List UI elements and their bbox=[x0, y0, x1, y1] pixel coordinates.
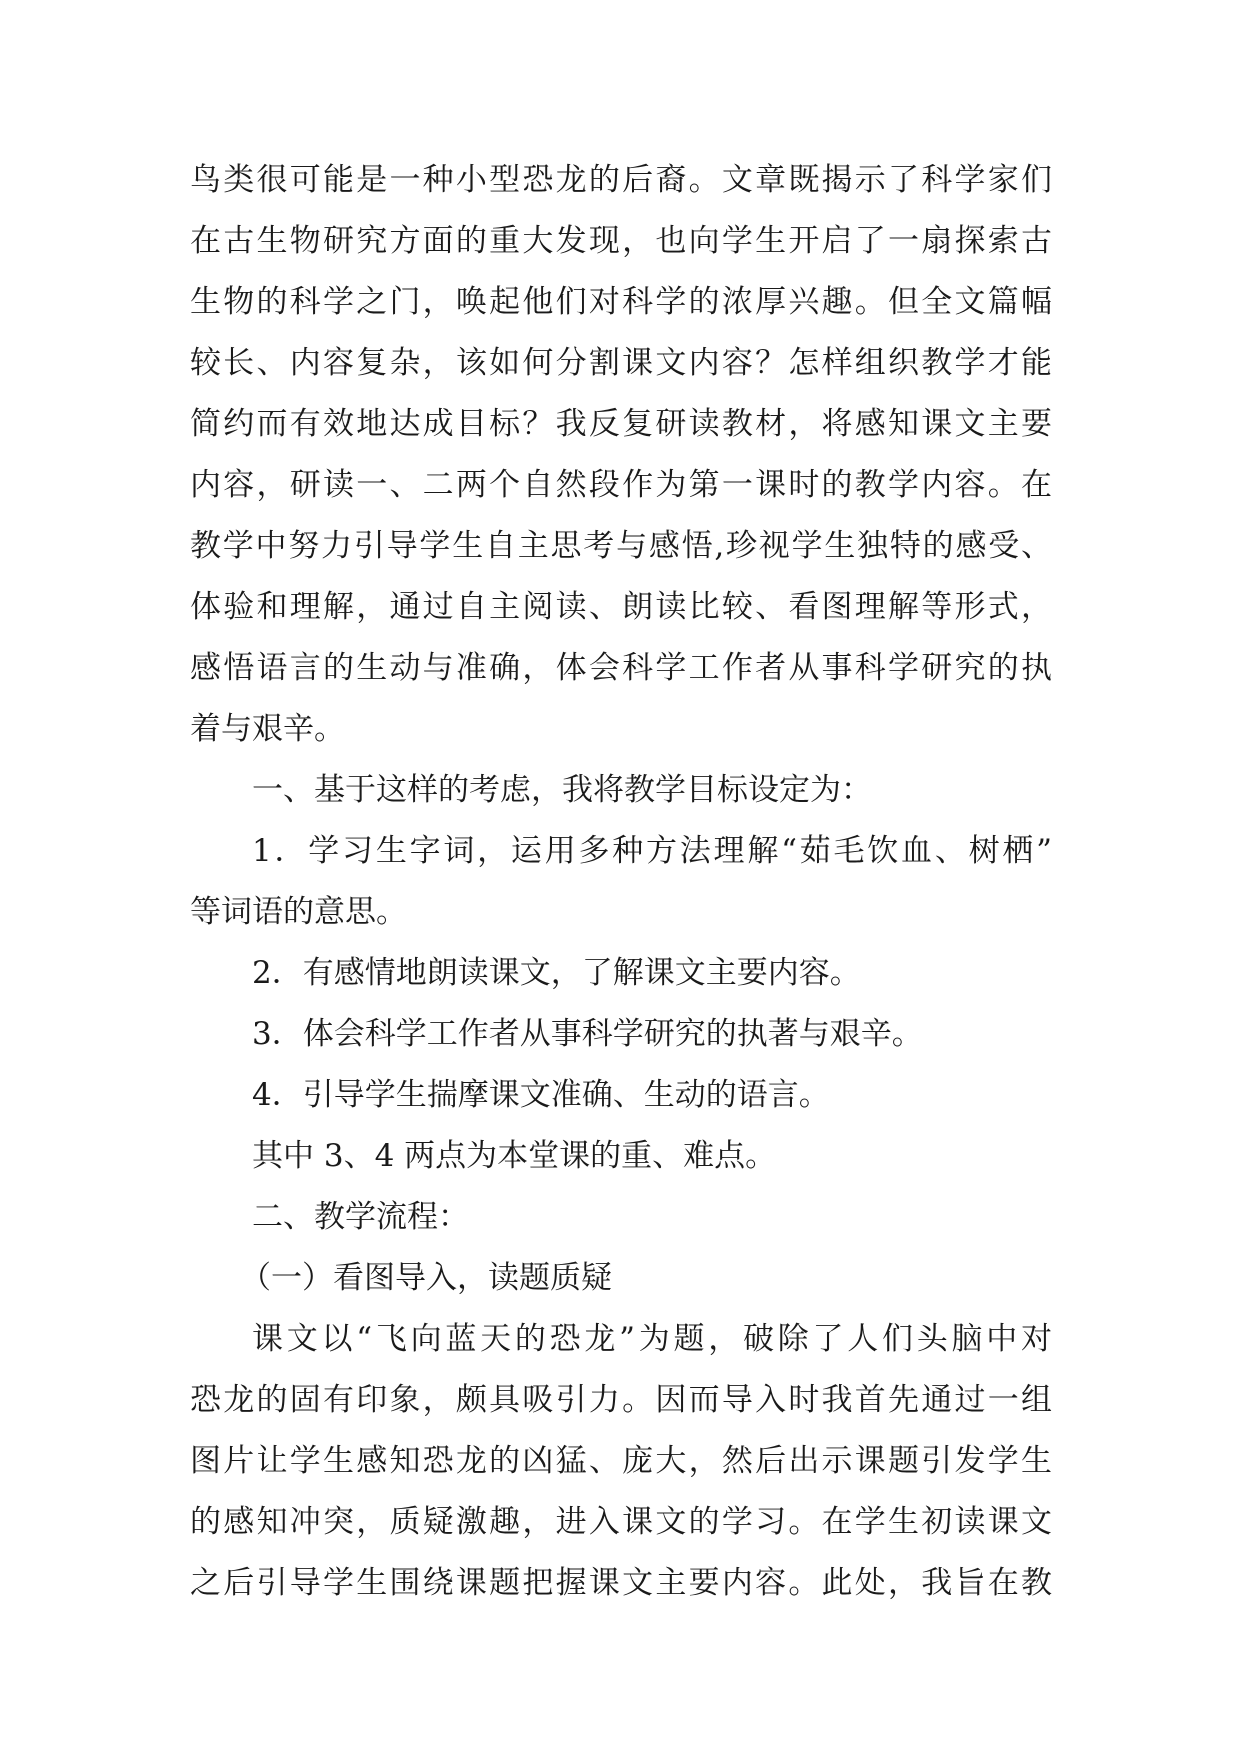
list-item: 1．学习生字词，运用多种方法理解“茹毛饮血、树栖” bbox=[252, 833, 1052, 869]
list-item: 4．引导学生揣摩课文准确、生动的语言。 bbox=[252, 1077, 830, 1113]
text-line: 体验和理解，通过自主阅读、朗读比较、看图理解等形式， bbox=[190, 589, 1052, 625]
document-body bbox=[190, 150, 1052, 1614]
list-item: 3．体会科学工作者从事科学研究的执著与艰辛。 bbox=[252, 1016, 923, 1052]
text-line: 等词语的意思。 bbox=[190, 894, 407, 930]
section-heading: 一、基于这样的考虑，我将教学目标设定为： bbox=[252, 772, 872, 808]
text-line: 鸟类很可能是一种小型恐龙的后裔。文章既揭示了科学家们 bbox=[190, 162, 1052, 198]
text-line: 较长、内容复杂，该如何分割课文内容？怎样组织教学才能 bbox=[190, 345, 1052, 381]
text-line: 生物的科学之门，唤起他们对科学的浓厚兴趣。但全文篇幅 bbox=[190, 284, 1052, 320]
text-line: 恐龙的固有印象，颇具吸引力。因而导入时我首先通过一组 bbox=[190, 1382, 1052, 1418]
text-line: 简约而有效地达成目标？我反复研读教材，将感知课文主要 bbox=[190, 406, 1052, 442]
text-line: 课文以“飞向蓝天的恐龙”为题，破除了人们头脑中对 bbox=[252, 1321, 1052, 1357]
text-line: 其中 3、4 两点为本堂课的重、难点。 bbox=[252, 1138, 777, 1174]
section-heading: 二、教学流程： bbox=[252, 1199, 469, 1235]
text-line: 感悟语言的生动与准确，体会科学工作者从事科学研究的执 bbox=[190, 650, 1052, 686]
text-line: 着与艰辛。 bbox=[190, 711, 345, 747]
text-line: 之后引导学生围绕课题把握课文主要内容。此处，我旨在教 bbox=[190, 1565, 1052, 1601]
text-line: 图片让学生感知恐龙的凶猛、庞大，然后出示课题引发学生 bbox=[190, 1443, 1052, 1479]
text-line: 的感知冲突，质疑激趣，进入课文的学习。在学生初读课文 bbox=[190, 1504, 1052, 1540]
list-item: 2．有感情地朗读课文，了解课文主要内容。 bbox=[252, 955, 861, 991]
text-line: 在古生物研究方面的重大发现，也向学生开启了一扇探索古 bbox=[190, 223, 1052, 259]
text-line: 内容，研读一、二两个自然段作为第一课时的教学内容。在 bbox=[190, 467, 1052, 503]
text-line: 教学中努力引导学生自主思考与感悟,珍视学生独特的感受、 bbox=[190, 528, 1052, 564]
subsection-heading: （一）看图导入，读题质疑 bbox=[240, 1260, 612, 1296]
